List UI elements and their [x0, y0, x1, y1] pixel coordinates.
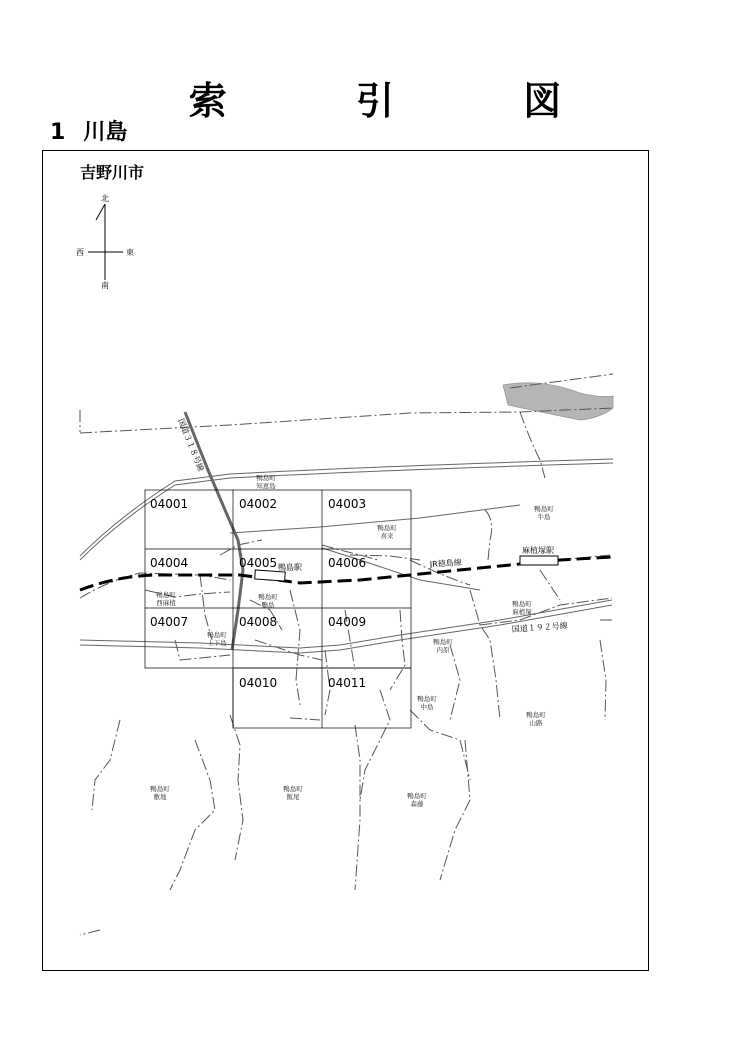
jr-line-label: JR徳島線: [429, 557, 462, 569]
place-nakajima-1: 鴨島町: [417, 695, 437, 703]
place-iio-2: 飯尾: [286, 793, 300, 801]
section-name: 川島: [83, 120, 128, 145]
section-number: 1: [50, 120, 66, 145]
grid-cell-04011: 04011: [328, 676, 367, 690]
place-yamaji-1: 鴨島町: [526, 711, 546, 719]
grid-cell-04003: 04003: [328, 497, 367, 511]
place-yamaji-2: 山路: [529, 719, 543, 727]
place-names: [150, 473, 554, 808]
compass-north: 北: [101, 194, 109, 203]
grid-cell-04007: 04007: [150, 615, 189, 629]
place-iio-1: 鴨島町: [283, 785, 303, 793]
place-shikiji-1: 鴨島町: [150, 785, 170, 793]
place-morifuji-1: 鴨島町: [407, 792, 427, 800]
place-oegotsuka-1: 鴨島町: [512, 600, 532, 608]
place-nakajima-2: 中島: [420, 703, 434, 711]
grid-cell-04005: 04005: [239, 556, 278, 570]
place-shikiji-2: 敷地: [153, 793, 167, 801]
compass-east: 東: [126, 248, 134, 257]
compass-west: 西: [76, 248, 84, 257]
route-318-label: 国道３１８号線: [176, 417, 206, 473]
place-ushijima-1: 鴨島町: [534, 505, 554, 513]
grid-cell-04004: 04004: [150, 556, 189, 570]
grid-cell-04006: 04006: [328, 556, 367, 570]
boundary-lines: [80, 374, 613, 935]
place-kiku-1: 鴨島町: [377, 524, 397, 532]
place-uchihara-1: 鴨島町: [433, 638, 453, 646]
grid-cell-04009: 04009: [328, 615, 367, 629]
compass-south: 南: [101, 281, 109, 290]
station-kamojima-label: 鴨島駅: [278, 563, 302, 572]
place-chieshima-2: 知恵島: [256, 482, 276, 490]
place-kamojima-1: 鴨島町: [258, 593, 278, 601]
place-chieshima-1: 鴨島町: [256, 474, 276, 482]
grid-cell-04002: 04002: [239, 497, 278, 511]
route-192-label: 国道１９２号線: [511, 621, 569, 634]
place-oegotsuka-2: 麻植塚: [512, 608, 532, 616]
place-morifuji-2: 森藤: [410, 800, 424, 808]
station-oegotsuka-label: 麻植塚駅: [522, 546, 554, 555]
place-ushijima-2: 牛島: [537, 513, 551, 521]
index-grid: [145, 490, 411, 728]
city-name: 吉野川市: [80, 163, 145, 182]
station-oegotsuka: [520, 556, 558, 565]
place-kamigeshima-2: 上下島: [207, 639, 227, 647]
grid-cell-04001: 04001: [150, 497, 189, 511]
grid-cell-04010: 04010: [239, 676, 278, 690]
grid-cell-04008: 04008: [239, 615, 278, 629]
place-uchihara-2: 内原: [436, 646, 450, 654]
page-title: 索 引 図: [188, 79, 620, 123]
place-nishioe-1: 鴨島町: [156, 591, 176, 599]
place-kamigeshima-1: 鴨島町: [207, 631, 227, 639]
river: [503, 383, 613, 420]
place-nishioe-2: 西麻植: [156, 599, 176, 607]
place-kiku-2: 喜来: [380, 532, 394, 540]
place-kamojima-2: 鴨島: [261, 601, 275, 609]
